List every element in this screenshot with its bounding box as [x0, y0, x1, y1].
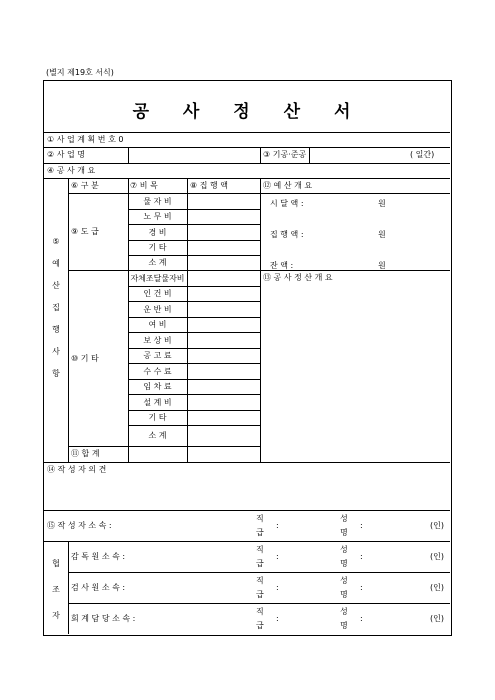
item-gita2: 기 타 [148, 413, 167, 422]
header-jiphaengaek: ⑧ 집 행 액 [190, 181, 228, 190]
item-nomu: 노 무 비 [143, 212, 172, 221]
name-label-1: 성 [340, 514, 348, 523]
rank-label-1: 직 [256, 607, 264, 616]
section5-char: 사 [52, 347, 60, 356]
section5-char: 산 [52, 281, 60, 290]
item-notice: 공 고 료 [143, 351, 172, 360]
rule [68, 178, 69, 462]
rule [44, 147, 450, 148]
rule [44, 132, 450, 133]
name-label-2: 명 [340, 621, 348, 630]
start-completion-label: ③ 기공·준공 [263, 150, 307, 159]
item-gita: 기 타 [148, 243, 167, 252]
colon: : [360, 583, 363, 592]
item-self-procured: 자체조달물자비 [130, 274, 185, 283]
cooperator-label [44, 551, 68, 629]
section5-char: 항 [52, 369, 60, 378]
section5-label [44, 231, 68, 385]
rank-label-2: 급 [256, 590, 264, 599]
seal-mark: (인) [430, 614, 444, 623]
name-label-2: 명 [340, 528, 348, 537]
section5-char: 집 [52, 303, 60, 312]
form-caption: (별지 제19호 서식) [46, 68, 114, 77]
header-settlement-overview: ⑬ 공 사 정 산 개 요 [263, 273, 333, 282]
budget-jiphaeng: 집 행 액 : [270, 230, 304, 239]
seal-mark: (인) [430, 552, 444, 561]
colon: : [360, 521, 363, 530]
section5-char: 예 [52, 259, 60, 268]
header-gubun: ⑥ 구 분 [71, 181, 99, 190]
accountant-affiliation-label: 회 계 담 당 소 속 : [71, 614, 136, 623]
rule [68, 446, 260, 447]
form-title: 공 사 정 산 서 [132, 102, 365, 122]
cooperator-char: 조 [52, 585, 60, 594]
colon: : [276, 521, 279, 530]
rule [128, 147, 129, 163]
rank-label-2: 급 [256, 621, 264, 630]
row-plan-number-label: ① 사 업 계 획 번 호 0 [47, 135, 124, 144]
item-travel: 여 비 [148, 320, 167, 329]
rule [44, 541, 450, 542]
rule [44, 510, 450, 511]
rule [68, 572, 450, 573]
row-overview-label: ④ 공 사 개 요 [47, 166, 96, 175]
group-gita-label: ⑩ 기 타 [71, 354, 99, 363]
rank-label-2: 급 [256, 528, 264, 537]
cooperator-char: 자 [52, 611, 60, 620]
item-subtotal2: 소 계 [148, 431, 167, 440]
budget-shidal: 시 달 액 : [270, 199, 304, 208]
item-fee: 수 수 료 [143, 367, 172, 376]
rule [68, 193, 450, 194]
item-mulja: 물 자 비 [143, 197, 172, 206]
section5-char: ⑤ [52, 237, 60, 246]
item-labor: 인 건 비 [143, 289, 172, 298]
colon: : [360, 552, 363, 561]
colon: : [276, 614, 279, 623]
name-label-1: 성 [340, 576, 348, 585]
writer-opinion-label: ⑭ 작 성 자 의 견 [47, 465, 107, 474]
days-label: ( 일간) [410, 150, 435, 159]
item-gyeongbi: 경 비 [148, 228, 167, 237]
inspector-affiliation-label: 검 사 원 소 속 : [71, 583, 126, 592]
rule [260, 178, 261, 462]
row-project-name-label: ② 사 업 명 [47, 150, 85, 159]
rank-label-2: 급 [256, 559, 264, 568]
item-design: 설 계 비 [143, 398, 172, 407]
rule [68, 270, 450, 271]
name-label-1: 성 [340, 545, 348, 554]
section5-char: 행 [52, 325, 60, 334]
seal-mark: (인) [430, 521, 444, 530]
name-label-2: 명 [340, 590, 348, 599]
name-label-1: 성 [340, 607, 348, 616]
rule [68, 541, 69, 634]
rule [260, 147, 261, 163]
name-label-2: 명 [340, 559, 348, 568]
rule [187, 178, 188, 462]
rule [44, 163, 450, 164]
rank-label-1: 직 [256, 545, 264, 554]
colon: : [360, 614, 363, 623]
item-transport: 운 반 비 [143, 305, 172, 314]
rule [309, 147, 310, 163]
header-bimok: ⑦ 비 목 [130, 181, 158, 190]
rule [44, 462, 450, 463]
item-rent: 임 차 료 [143, 382, 172, 391]
rule [128, 425, 260, 426]
budget-won: 원 [378, 199, 386, 208]
colon: : [276, 552, 279, 561]
item-subtotal: 소 계 [148, 258, 167, 267]
supervisor-affiliation-label: 감 독 원 소 속 : [71, 552, 126, 561]
group-total-label: ⑪ 합 계 [71, 449, 100, 458]
seal-mark: (인) [430, 583, 444, 592]
rule [68, 603, 450, 604]
colon: : [276, 583, 279, 592]
header-budget-overview: ⑫ 예 산 개 요 [263, 181, 313, 190]
rule [44, 178, 450, 179]
cooperator-char: 협 [52, 559, 60, 568]
settlement-form [43, 80, 452, 636]
rank-label-1: 직 [256, 514, 264, 523]
item-compensation: 보 상 비 [143, 336, 172, 345]
group-dogeup-label: ⑨ 도 급 [71, 227, 99, 236]
budget-janaek: 잔 액 : [270, 261, 294, 270]
budget-won: 원 [378, 261, 386, 270]
budget-won: 원 [378, 230, 386, 239]
writer-affiliation-label: ⑮ 작 성 자 소 속 : [47, 521, 112, 530]
rank-label-1: 직 [256, 576, 264, 585]
